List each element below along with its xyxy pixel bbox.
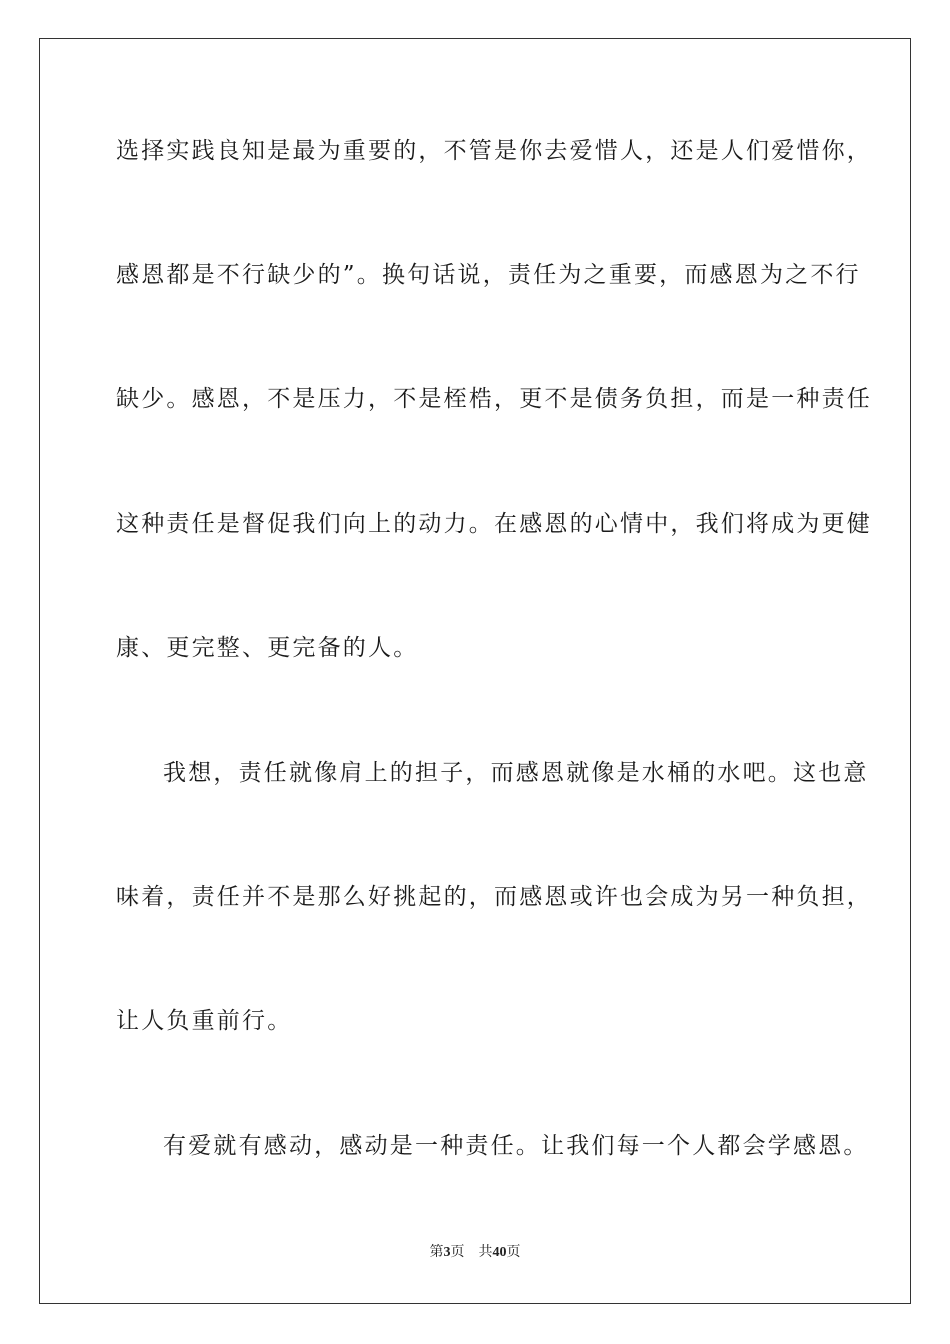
- body-line-7: 味着，责任并不是那么好挑起的，而感恩或许也会成为另一种负担，: [116, 884, 872, 910]
- body-line-3: 缺少。感恩，不是压力，不是桎梏，更不是债务负担，而是一种责任: [116, 386, 872, 412]
- footer-total-suffix: 页: [506, 1245, 521, 1260]
- page-footer: [0, 1244, 950, 1262]
- body-line-4: 这种责任是督促我们向上的动力。在感恩的心情中，我们将成为更健: [116, 511, 872, 537]
- body-line-9: 有爱就有感动，感动是一种责任。让我们每一个人都会学感恩。: [163, 1133, 869, 1159]
- body-line-2: 感恩都是不行缺少的”。换句话说，责任为之重要，而感恩为之不行: [116, 262, 861, 288]
- footer-total-prefix: 共: [478, 1245, 493, 1260]
- footer-total-pages: 40: [492, 1245, 507, 1260]
- footer-page-suffix: 页: [450, 1245, 465, 1260]
- body-line-1: 选择实践良知是最为重要的，不管是你去爱惜人，还是人们爱惜你，: [116, 138, 872, 164]
- footer-page-number: 3: [443, 1245, 451, 1260]
- body-line-8: 让人负重前行。: [116, 1008, 293, 1034]
- footer-page-prefix: 第: [429, 1245, 444, 1260]
- page-border: [39, 38, 911, 1304]
- body-line-6: 我想，责任就像肩上的担子，而感恩就像是水桶的水吧。这也意: [163, 760, 869, 786]
- body-line-5: 康、更完整、更完备的人。: [116, 635, 419, 661]
